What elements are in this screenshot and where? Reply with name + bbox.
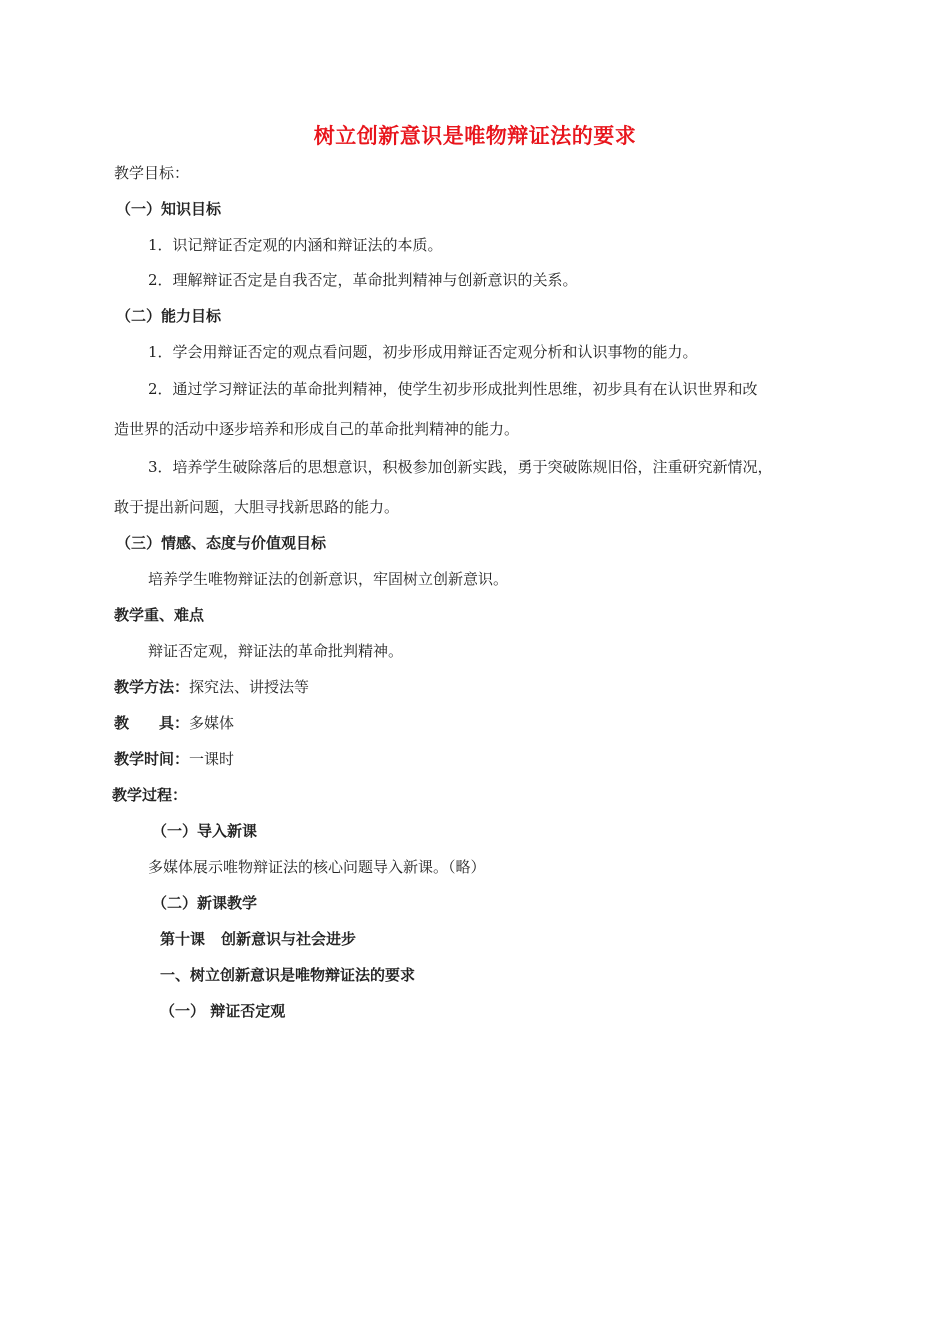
tools-value: 多媒体 [189,714,235,732]
objectives-label: 教学目标： [114,164,190,182]
key-points-heading: 教学重、难点 [114,606,205,624]
ability-item-3-line-2: 敢于提出新问题，大胆寻找新思路的能力。 [114,498,400,516]
time-value: 一课时 [189,750,235,768]
ability-item-3-line-1: 3．培养学生破除落后的思想意识，积极参加创新实践，勇于突破陈规旧俗，注重研究新情况， [148,458,773,476]
method-row [114,676,309,698]
key-points-text: 辩证否定观，辩证法的革命批判精神。 [148,642,404,660]
lesson-title: 创新意识与社会进步 [221,930,357,948]
lesson-title-row [160,928,356,950]
tools-row [114,712,234,734]
tools-label-b: 具： [159,714,190,732]
ability-item-2-line-1: 2．通过学习辩证法的革命批判精神，使学生初步形成批判性思维，初步具有在认识世界和改 [148,380,758,398]
knowledge-item-1: 1．识记辩证否定观的内涵和辩证法的本质。 [148,236,443,254]
intro-heading: （一）导入新课 [152,822,258,840]
lesson-number: 第十课 [160,930,206,948]
intro-text: 多媒体展示唯物辩证法的核心问题导入新课。（略） [148,858,486,876]
document-title: 树立创新意识是唯物辩证法的要求 [313,124,637,148]
knowledge-heading: （一）知识目标 [116,200,222,218]
method-value: 探究法、讲授法等 [189,678,310,696]
subsection-title: （一） 辩证否定观 [160,1002,286,1020]
ability-item-2-line-2: 造世界的活动中逐步培养和形成自己的革命批判精神的能力。 [114,420,520,438]
time-label: 教学时间： [114,750,190,768]
tools-label-a: 教 [114,714,130,732]
emotion-text: 培养学生唯物辩证法的创新意识，牢固树立创新意识。 [148,570,509,588]
time-row [114,748,234,770]
process-label: 教学过程： [112,786,188,804]
ability-heading: （二）能力目标 [116,307,222,325]
method-label: 教学方法： [114,678,190,696]
emotion-heading: （三）情感、态度与价值观目标 [116,534,327,552]
ability-item-1: 1．学会用辩证否定的观点看问题，初步形成用辩证否定观分析和认识事物的能力。 [148,343,698,361]
new-lesson-heading: （二）新课教学 [152,894,258,912]
knowledge-item-2: 2．理解辩证否定是自我否定，革命批判精神与创新意识的关系。 [148,271,578,289]
section-title: 一、树立创新意识是唯物辩证法的要求 [160,966,416,984]
